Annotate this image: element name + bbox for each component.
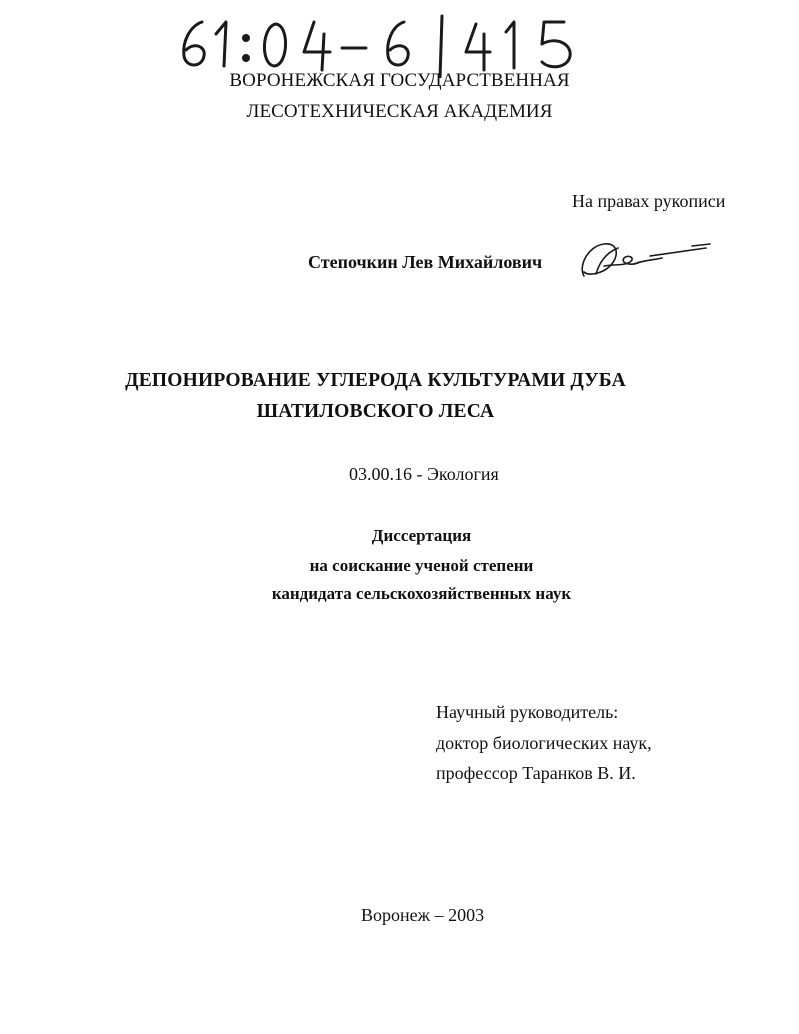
institution-line-2: ЛЕСОТЕХНИЧЕСКАЯ АКАДЕМИЯ	[246, 101, 553, 122]
author-name: Степочкин Лев Михайлович	[308, 252, 543, 272]
document-type: Диссертация	[371, 526, 472, 545]
author-signature	[574, 236, 714, 284]
supervisor-label: Научный руководитель:	[436, 702, 619, 722]
supervisor-degree: доктор биологических наук,	[436, 733, 652, 753]
dissertation-title-line-1: ДЕПОНИРОВАНИЕ УГЛЕРОДА КУЛЬТУРАМИ ДУБА	[125, 370, 626, 391]
handwritten-catalog-code	[172, 8, 632, 78]
degree-name: кандидата сельскохозяйственных наук	[271, 584, 572, 603]
supervisor-name: профессор Таранков В. И.	[436, 763, 636, 783]
specialty-code: 03.00.16 - Экология	[349, 464, 499, 484]
manuscript-rights-note: На правах рукописи	[572, 191, 726, 211]
degree-purpose: на соискание ученой степени	[309, 556, 534, 575]
dissertation-title-line-2: ШАТИЛОВСКОГО ЛЕСА	[256, 401, 495, 422]
city-and-year: Воронеж – 2003	[361, 905, 485, 925]
institution-line-1: ВОРОНЕЖСКАЯ ГОСУДАРСТВЕННАЯ	[229, 70, 570, 91]
